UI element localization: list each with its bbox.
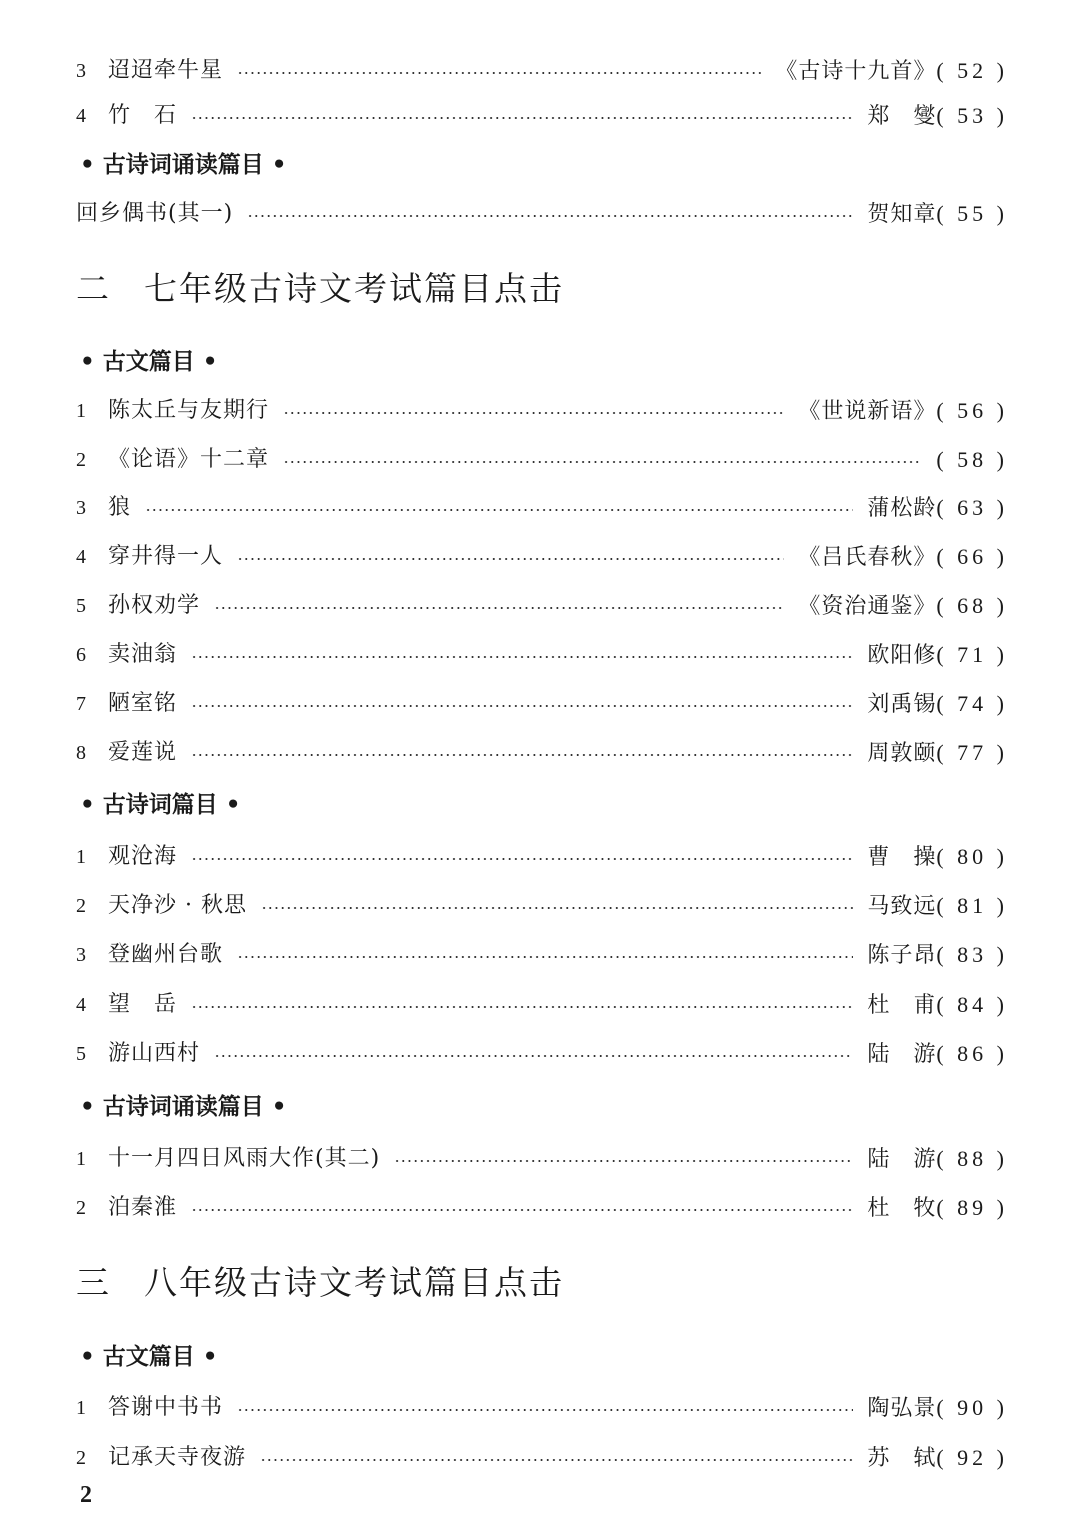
entry-author: 周敦颐 <box>867 740 937 766</box>
page-number: 2 <box>80 1482 92 1508</box>
entry-page: ( 63 ) <box>936 494 1008 520</box>
toc-entry <box>76 839 1008 875</box>
entry-page: ( 56 ) <box>936 397 1008 423</box>
entry-page: ( 77 ) <box>936 739 1008 765</box>
section-title: 七年级古诗文考试篇目点击 <box>144 269 564 308</box>
entry-page: ( 88 ) <box>936 1145 1008 1171</box>
entry-title: 答谢中书书 <box>108 1395 224 1420</box>
entry-title: 泊秦淮 <box>108 1195 178 1220</box>
toc-entry <box>76 686 1008 722</box>
entry-page: ( 66 ) <box>936 543 1008 569</box>
entry-number: 4 <box>76 105 86 127</box>
entry-page: ( 74 ) <box>936 690 1008 716</box>
entry-number: 1 <box>76 1148 86 1170</box>
entry-author: 马致远 <box>867 893 937 919</box>
entry-page: ( 83 ) <box>936 941 1008 967</box>
toc-entry <box>76 987 1008 1023</box>
entry-author: 刘禹锡 <box>867 691 937 717</box>
entry-author: 《资治通鉴》 <box>798 593 937 619</box>
entry-title: 孙权劝学 <box>108 593 201 618</box>
dot-leader <box>237 558 784 560</box>
entry-number: 2 <box>76 1197 86 1219</box>
entry-number: 7 <box>76 693 86 715</box>
entry-number: 4 <box>76 994 86 1016</box>
entry-number: 4 <box>76 546 86 568</box>
entry-author: 陆 游 <box>867 1146 937 1172</box>
dot-leader <box>283 461 922 463</box>
toc-entry <box>76 937 1008 973</box>
dot-leader <box>191 858 853 860</box>
entry-title: 陈太丘与友期行 <box>108 398 270 423</box>
entry-author: 《古诗十九首》 <box>775 58 937 84</box>
entry-title: 天净沙 · 秋思 <box>108 893 247 918</box>
dot-leader <box>191 1209 853 1211</box>
entry-author: 陆 游 <box>867 1041 937 1067</box>
entry-number: 5 <box>76 595 86 617</box>
entry-author: 《世说新语》 <box>798 398 937 424</box>
entry-page: ( 81 ) <box>936 892 1008 918</box>
entry-page: ( 68 ) <box>936 592 1008 618</box>
entry-number: 3 <box>76 497 86 519</box>
dot-leader <box>191 754 853 756</box>
entry-author: 欧阳修 <box>867 642 937 668</box>
entry-page: ( 92 ) <box>936 1444 1008 1470</box>
entry-number: 8 <box>76 742 86 764</box>
entry-title: 迢迢牵牛星 <box>108 58 224 83</box>
entry-number: 5 <box>76 1043 86 1065</box>
section-number: 二 <box>76 269 111 308</box>
dot-leader <box>237 956 853 958</box>
entry-title: 穿井得一人 <box>108 544 224 569</box>
dot-leader <box>191 117 853 119</box>
entry-title: 望 岳 <box>108 992 178 1017</box>
subhead-recitation: • 古诗词诵读篇目 • <box>80 152 287 178</box>
entry-author: 苏 轼 <box>867 1445 937 1471</box>
entry-number: 1 <box>76 400 86 422</box>
toc-entry <box>76 1141 1008 1177</box>
entry-page: ( 89 ) <box>936 1194 1008 1220</box>
entry-number: 2 <box>76 895 86 917</box>
entry-page: ( 86 ) <box>936 1040 1008 1066</box>
dot-leader <box>191 656 853 658</box>
subhead-poetry: • 古诗词篇目 • <box>80 792 241 818</box>
entry-page: ( 58 ) <box>936 446 1008 472</box>
entry-title: 陋室铭 <box>108 691 178 716</box>
toc-entry <box>76 196 1008 232</box>
section-title: 八年级古诗文考试篇目点击 <box>144 1263 564 1302</box>
toc-entry <box>76 53 1008 89</box>
dot-leader <box>214 1055 853 1057</box>
entry-number: 3 <box>76 60 86 82</box>
entry-title: 记承天寺夜游 <box>108 1445 247 1470</box>
toc-entry <box>76 637 1008 673</box>
toc-entry <box>76 393 1008 429</box>
entry-author: 《吕氏春秋》 <box>798 544 937 570</box>
entry-title: 爱莲说 <box>108 740 178 765</box>
toc-entry <box>76 1390 1008 1426</box>
toc-entry <box>76 539 1008 575</box>
entry-title: 登幽州台歌 <box>108 942 224 967</box>
subhead-prose: • 古文篇目 • <box>80 349 218 375</box>
toc-entry <box>76 1190 1008 1226</box>
subhead-prose: • 古文篇目 • <box>80 1344 218 1370</box>
dot-leader <box>191 705 853 707</box>
entry-author: 杜 甫 <box>867 992 937 1018</box>
dot-leader <box>237 1409 853 1411</box>
entry-number: 2 <box>76 1447 86 1469</box>
section-number: 三 <box>76 1263 111 1302</box>
entry-page: ( 55 ) <box>936 200 1008 226</box>
entry-title: 回乡偶书(其一) <box>76 201 234 226</box>
entry-title: 十一月四日风雨大作(其二) <box>108 1146 381 1171</box>
dot-leader <box>283 412 784 414</box>
entry-number: 1 <box>76 1397 86 1419</box>
entry-page: ( 71 ) <box>936 641 1008 667</box>
entry-author: 陶弘景 <box>867 1395 937 1421</box>
section-heading <box>76 264 564 314</box>
dot-leader <box>261 907 853 909</box>
dot-leader <box>237 72 761 74</box>
entry-author: 贺知章 <box>867 201 937 227</box>
entry-page: ( 84 ) <box>936 991 1008 1017</box>
subhead-recitation: • 古诗词诵读篇目 • <box>80 1094 287 1120</box>
entry-page: ( 53 ) <box>936 102 1008 128</box>
dot-leader <box>214 607 784 609</box>
entry-title: 观沧海 <box>108 844 178 869</box>
entry-number: 2 <box>76 449 86 471</box>
entry-title: 竹 石 <box>108 103 178 128</box>
dot-leader <box>394 1160 853 1162</box>
entry-author: 陈子昂 <box>867 942 937 968</box>
section-heading <box>76 1258 564 1308</box>
toc-entry <box>76 1440 1008 1476</box>
entry-number: 1 <box>76 846 86 868</box>
entry-title: 游山西村 <box>108 1041 201 1066</box>
entry-number: 6 <box>76 644 86 666</box>
toc-entry <box>76 588 1008 624</box>
dot-leader <box>191 1006 853 1008</box>
entry-author: 郑 燮 <box>867 103 937 129</box>
toc-entry <box>76 735 1008 771</box>
entry-page: ( 90 ) <box>936 1394 1008 1420</box>
dot-leader <box>145 509 853 511</box>
dot-leader <box>247 215 853 217</box>
entry-author: 杜 牧 <box>867 1195 937 1221</box>
entry-title: 狼 <box>108 495 132 520</box>
toc-entry <box>76 98 1008 134</box>
toc-entry <box>76 442 1008 478</box>
entry-author: 曹 操 <box>867 844 937 870</box>
entry-author: 蒲松龄 <box>867 495 937 521</box>
entry-page: ( 80 ) <box>936 843 1008 869</box>
entry-page: ( 52 ) <box>936 57 1008 83</box>
toc-entry <box>76 1036 1008 1072</box>
entry-title: 卖油翁 <box>108 642 178 667</box>
dot-leader <box>260 1459 853 1461</box>
toc-entry <box>76 490 1008 526</box>
toc-entry <box>76 888 1008 924</box>
entry-number: 3 <box>76 944 86 966</box>
entry-title: 《论语》十二章 <box>108 447 270 472</box>
